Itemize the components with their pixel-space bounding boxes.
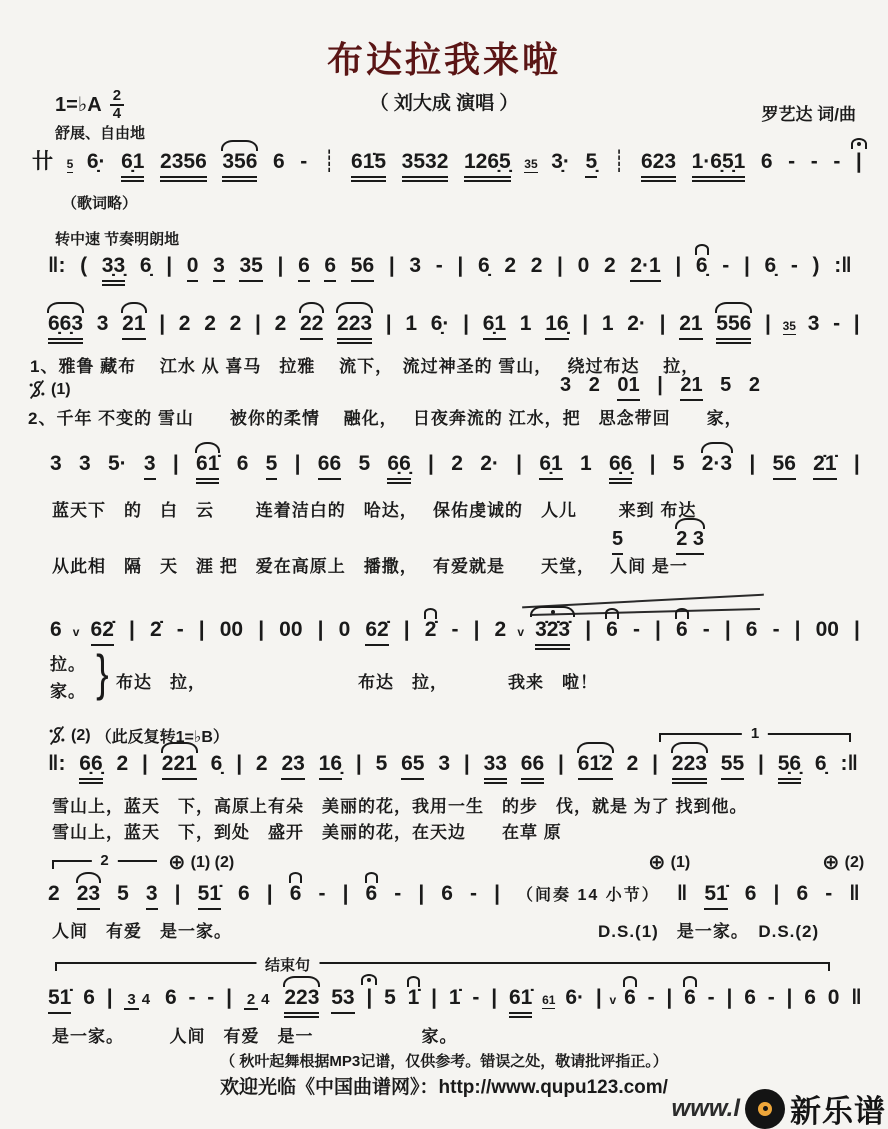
note-token: 6̣1 — [483, 312, 506, 340]
barline: | — [655, 618, 661, 641]
music-line-7 — [48, 882, 860, 910]
lyric-line-7: 雪山上，蓝天 下，到处 盛开 美丽的花，在天边 在草 原 — [52, 823, 562, 842]
barline: | — [457, 254, 464, 277]
note-token: 126̣5̣ — [464, 150, 511, 182]
note-token: - — [470, 882, 478, 905]
segno-2-note: （此反复转1=♭B） — [95, 729, 229, 746]
note-token: 2·3 — [701, 452, 733, 475]
note-token: 6 — [675, 618, 688, 641]
note-token: - — [702, 618, 710, 641]
lyric-wolaila: 我来 啦！ — [508, 673, 598, 692]
note-token: - — [788, 150, 796, 173]
note-token: 3 4 — [124, 986, 153, 1010]
note-token: 2 — [274, 312, 287, 335]
tempo-marking-2: 转中速 节奏明朗地 — [55, 231, 180, 248]
note-token: 5 — [720, 374, 732, 396]
segno-icon — [28, 378, 46, 401]
note-token: 56 — [351, 254, 374, 282]
note-token: 623 — [641, 150, 676, 182]
site-url-line: 欢迎光临《中国曲谱网》：http://www.qupu123.com/ — [220, 1077, 668, 1098]
barline: | — [166, 254, 173, 277]
barline: | — [366, 986, 373, 1009]
barline: | — [649, 452, 656, 475]
barline: | — [659, 312, 666, 335]
lyric-budala-2: 布达 拉， — [358, 673, 448, 692]
barline: | — [277, 254, 284, 277]
performer-line: （ 刘大成 演唱 ） — [369, 93, 519, 114]
note-token: 1 — [579, 452, 592, 475]
note-token: - — [394, 882, 402, 905]
note-token: 3532 — [402, 150, 449, 182]
note-token: 2· — [480, 452, 499, 475]
music-line-6 — [48, 752, 858, 784]
barline: | — [773, 882, 780, 905]
note-token: 21 — [680, 374, 702, 401]
coda-12-label: (1) (2) — [190, 853, 235, 871]
lyric-verse2: 2、千年 不变的 雪山 被你的柔情 融化， 日夜奔流的 江水，把 思念带回 家， — [28, 409, 743, 428]
note-token: 51̇ — [704, 882, 727, 910]
note-token: 01 — [617, 374, 639, 401]
note-token: - — [825, 882, 833, 905]
note-token: 6 — [744, 882, 757, 905]
barline: | — [463, 312, 470, 335]
note-token: 1·6̣5̣1 — [692, 150, 746, 182]
transcriber-note: （ 秋叶起舞根据MP3记谱，仅供参考。错误之处，敬请批评指正。） — [220, 1053, 668, 1070]
note-token: 51̇ — [198, 882, 221, 910]
note-token: 6̣1 — [539, 452, 562, 480]
note-token: 21 — [122, 312, 145, 340]
logo-text: 新乐谱 — [790, 1094, 886, 1129]
note-token: 56 — [773, 452, 796, 480]
lyric-line-3: 蓝天下 的 白 云 连着洁白的 哈达， 保佑虔诚的 人儿 来到 布达 — [52, 501, 697, 520]
segno-1-label: (1) — [51, 380, 71, 398]
barline: | — [226, 986, 232, 1009]
barline: | — [355, 752, 362, 775]
note-token: 6̣ — [764, 254, 777, 277]
lyric-line-4: 从此相 隔 天 涯 把 爱在高原上 播撒， 有爱就是 天堂， 人间 是一 — [52, 557, 688, 576]
note-token: 223 — [337, 312, 372, 344]
note-token: 2 — [626, 752, 639, 775]
note-token: 5 — [66, 157, 74, 171]
note-token: - — [176, 618, 184, 641]
note-token: 3̣· — [551, 150, 570, 173]
barline: | — [516, 452, 523, 475]
lyric-verse1: 1、雅鲁 藏布 江水 从 喜马 拉雅 流下， 流过神圣的 雪山， 绕过布达 拉， — [30, 357, 700, 376]
barline: | — [294, 452, 301, 475]
note-token: 3 — [409, 254, 422, 277]
note-token: 6̣6̣ — [79, 752, 102, 784]
note-token: - — [472, 986, 480, 1009]
lyric-jia: 家。 — [50, 682, 86, 701]
time-signature: $\frac{2}{4}$ — [110, 88, 124, 122]
note-token: 00 — [219, 618, 244, 641]
note-token: 21 — [679, 312, 702, 340]
barline: | — [794, 618, 801, 641]
note-token: 66 — [318, 452, 341, 480]
vinyl-record-icon — [745, 1089, 785, 1129]
note-token: 6̣6̣ — [387, 452, 410, 484]
note-token: 65 — [401, 752, 424, 780]
composer-credit: 罗艺达 词/曲 — [761, 105, 856, 124]
barline: | — [418, 882, 425, 905]
note-token: 22 — [300, 312, 323, 340]
note-token: - — [451, 618, 459, 641]
note-token: 卄 — [32, 150, 53, 173]
ending-label: 结束句 — [256, 954, 319, 975]
coda-icon: ⊕ — [648, 851, 666, 874]
note-token: 3 — [146, 882, 158, 910]
note-token: 2·1 — [630, 254, 660, 282]
barline: | — [557, 254, 563, 277]
note-token: 61̇2 — [578, 752, 613, 780]
note-token: 0 — [827, 986, 840, 1009]
barline: | — [198, 618, 205, 641]
segno-2 — [48, 724, 229, 747]
note-token: v — [609, 993, 617, 1007]
music-line-4 — [50, 452, 860, 484]
music-ossia-verse2 — [560, 374, 760, 401]
note-token: 6· — [565, 986, 584, 1009]
note-token: 6 — [298, 254, 310, 282]
note-token: 55 — [721, 752, 744, 780]
note-token: 6 — [272, 150, 285, 173]
barline: | — [431, 986, 438, 1009]
note-token: 6 — [624, 986, 636, 1009]
note-token: 61 — [542, 993, 556, 1007]
note-token: 2 — [603, 254, 616, 277]
barline: | — [403, 618, 410, 641]
barline: | — [128, 618, 135, 641]
note-token: 0 — [577, 254, 590, 277]
note-token: 1̇ — [407, 986, 420, 1009]
barline: ‖: — [48, 254, 66, 277]
note-token: 2 4 — [244, 986, 273, 1010]
segno-icon — [48, 724, 66, 747]
barline: | — [174, 882, 181, 905]
coda-1-label: (1) — [670, 853, 691, 871]
barline: | — [724, 618, 731, 641]
note-token: - — [810, 150, 818, 173]
barline: ‖ — [851, 986, 862, 1009]
note-token: 2 — [504, 254, 517, 277]
note-token: 61̇5 — [351, 150, 386, 182]
note-token: 3̇2̇3̇ — [535, 618, 570, 650]
note-token: 3 — [213, 254, 225, 282]
note-token: 6̣6̣ — [609, 452, 632, 484]
note-token: 6 — [744, 986, 756, 1009]
barline: | — [675, 254, 682, 277]
tempo-marking: 舒展、自由地 — [55, 125, 146, 142]
note-token: 6 — [289, 882, 302, 905]
note-token: 53 — [331, 986, 354, 1014]
barline: | — [743, 254, 750, 277]
barline: | — [254, 312, 261, 335]
note-token: 16̣ — [545, 312, 568, 340]
lyrics-omitted-note: （歌词略） — [62, 195, 138, 212]
key-signature — [55, 88, 124, 122]
note-token: - — [767, 986, 775, 1009]
note-token: 6 — [50, 618, 62, 641]
barline: :‖ — [840, 752, 858, 775]
lyric-la: 拉。 — [50, 655, 86, 674]
barline: | — [106, 986, 113, 1009]
coda-icon: ⊕ — [822, 851, 840, 874]
barline: | — [428, 452, 434, 475]
note-token: 6 — [441, 882, 453, 905]
note-token: - — [772, 618, 780, 641]
music-line-8 — [48, 986, 862, 1018]
note-token: 6 — [83, 986, 95, 1009]
note-token: - — [833, 150, 841, 173]
barline: ) — [812, 254, 820, 277]
note-token: - — [300, 150, 308, 173]
key-text: 1=♭A — [55, 94, 102, 117]
note-token: 6 — [238, 882, 250, 905]
note-token: 1̇ — [448, 986, 461, 1009]
note-token: 66 — [521, 752, 544, 784]
note-token: 5· — [107, 452, 127, 475]
note-token: 2 — [588, 374, 600, 396]
lyric-line-8-left: 人间 有爱 是一家。 — [52, 922, 232, 941]
note-token: 356 — [222, 150, 257, 182]
note-token: 00 — [279, 618, 303, 641]
note-token: 62̇ — [365, 618, 388, 646]
note-token: 23 — [77, 882, 100, 910]
barline: | — [388, 254, 395, 277]
barline: | — [765, 312, 771, 335]
barline: | — [749, 452, 756, 475]
note-token: 223 — [672, 752, 707, 784]
note-token: - — [435, 254, 443, 277]
barline: | — [582, 312, 589, 335]
barline: | — [385, 312, 392, 335]
note-token: 6 — [796, 882, 809, 905]
barline: ‖ — [676, 882, 688, 905]
note-token: 2 — [178, 312, 191, 335]
volta-2-bracket — [52, 852, 157, 870]
note-token: 2· — [627, 312, 646, 335]
note-token: 3 — [144, 452, 156, 480]
ending-bracket — [55, 957, 830, 974]
note-token: 221 — [162, 752, 197, 780]
barline: | — [652, 752, 659, 775]
note-token: - — [318, 882, 326, 905]
note-token: 2 — [451, 452, 463, 475]
note-token: v — [517, 625, 524, 639]
note-token: - — [188, 986, 196, 1009]
note-token: 61̇ — [509, 986, 532, 1018]
note-token: 3 — [50, 452, 62, 475]
note-token: 6 — [324, 254, 336, 282]
note-token: 6̣· — [86, 150, 106, 173]
barline: | — [473, 618, 480, 641]
note-token: 2 — [530, 254, 543, 277]
note-token: 16̣ — [319, 752, 342, 780]
note-token: - — [207, 986, 215, 1009]
note-token: 6̣· — [430, 312, 450, 335]
note-token: - — [707, 986, 715, 1009]
barline: | — [595, 986, 602, 1009]
note-token: 6 — [760, 150, 773, 173]
barline: | — [853, 452, 860, 475]
coda-icon: ⊕ — [168, 851, 186, 874]
note-token: 2 — [748, 374, 760, 396]
note-token: 6 — [684, 986, 696, 1009]
note-token: 6̣1 — [121, 150, 144, 182]
barline: ┊ — [322, 150, 336, 173]
note-token: 62̇ — [91, 618, 114, 646]
barline: | — [258, 618, 265, 641]
note-token: 3 — [96, 312, 109, 335]
note-token: 0 — [338, 618, 351, 641]
note-token: 35 — [524, 157, 538, 171]
note-token: 61̇ — [196, 452, 219, 484]
note-token: 6 — [236, 452, 249, 475]
lyric-line-6: 雪山上，蓝天 下，高原上有朵 美丽的花，我用一生 的步 伐，就是 为了 找到他。 — [52, 797, 748, 816]
coda-mark-1 — [648, 850, 690, 875]
barline: | — [342, 882, 349, 905]
barline: | — [159, 312, 166, 335]
note-token: 2 — [204, 312, 216, 335]
note-token: 00 — [815, 618, 839, 641]
note-token: 0 — [187, 254, 199, 282]
note-token: 3 — [807, 312, 820, 335]
music-line-1 — [32, 150, 862, 182]
note-token: 5 — [384, 986, 396, 1009]
note-token: 1 — [601, 312, 614, 335]
note-token: 3 — [438, 752, 451, 775]
note-token: 6̣ — [695, 254, 708, 277]
barline: | — [142, 752, 148, 775]
barline: | — [854, 618, 860, 641]
coda-mark-12 — [168, 850, 234, 875]
note-token: 2 — [48, 882, 60, 905]
lyric-budala-1: 布达 拉， — [116, 673, 206, 692]
note-token: 2 3 — [676, 528, 704, 555]
note-token: - — [790, 254, 798, 277]
barline: | — [757, 752, 764, 775]
note-token: 5 — [612, 528, 623, 555]
lyric-line-9: 是一家。 人间 有爱 是一 家。 — [52, 1027, 458, 1046]
note-token: 51̇ — [48, 986, 71, 1014]
song-title: 布达拉我来啦 — [326, 39, 561, 80]
note-token: 2 — [116, 752, 129, 775]
music-ossia-523 — [612, 528, 704, 555]
barline: | — [317, 618, 324, 641]
note-token: （间奏 14 小节） — [517, 887, 660, 904]
barline: :‖ — [834, 254, 852, 277]
segno-1 — [28, 378, 71, 401]
note-token: 35 — [782, 319, 796, 333]
note-token: 2 — [494, 618, 507, 641]
volta-2-label: 2 — [91, 852, 117, 869]
note-token: - — [722, 254, 730, 277]
note-token: 5 — [672, 452, 685, 475]
barline: | — [853, 312, 860, 335]
note-token: 2 — [255, 752, 268, 775]
note-token: 6̣ — [210, 752, 223, 775]
note-token: 556 — [716, 312, 751, 344]
barline: ‖ — [849, 882, 860, 905]
note-token: 2̇1̇ — [813, 452, 836, 480]
music-line-2 — [48, 254, 852, 286]
barline: | — [585, 618, 592, 641]
note-token: 1 — [519, 312, 532, 335]
barline: | — [786, 986, 793, 1009]
barline: | — [558, 752, 564, 775]
note-token: 5̣6̣ — [778, 752, 801, 784]
note-token: 6 — [164, 986, 177, 1009]
note-token: 6̣ — [139, 254, 152, 277]
lyric-line-8-right: D.S.(1) 是一家。 D.S.(2) — [598, 922, 820, 941]
segno-2-label: (2) — [71, 726, 91, 744]
barline: | — [172, 452, 179, 475]
watermark-url-text: www.l — [671, 1094, 740, 1122]
note-token: 3 — [560, 374, 572, 396]
note-token: - — [647, 986, 655, 1009]
note-token: 5 — [266, 452, 278, 480]
note-token: 6 — [606, 618, 618, 641]
coda-mark-2 — [822, 850, 864, 875]
barline: | — [494, 882, 500, 905]
note-token: 6 — [745, 618, 758, 641]
barline: | — [855, 150, 862, 173]
music-line-5 — [50, 618, 860, 650]
note-token: - — [833, 312, 841, 335]
note-token: 1 — [405, 312, 418, 335]
note-token: 2 — [229, 312, 242, 335]
note-token: 3 — [78, 452, 91, 475]
note-token: 23 — [281, 752, 304, 780]
note-token: 5 — [375, 752, 388, 775]
note-token: v — [72, 625, 80, 639]
barline: | — [236, 752, 243, 775]
note-token: 2356 — [160, 150, 207, 182]
note-token: 5 — [358, 452, 371, 475]
note-token: 6̣ — [814, 752, 827, 775]
barline: | — [491, 986, 498, 1009]
note-token: 3̣3̣ — [102, 254, 125, 286]
barline: | — [726, 986, 733, 1009]
barline: ( — [80, 254, 88, 277]
barline: ┊ — [612, 150, 626, 173]
note-token: 2̇ — [424, 618, 437, 641]
note-token: 35 — [239, 254, 262, 282]
note-token: 33 — [484, 752, 507, 784]
volta-1-label: 1 — [742, 725, 768, 742]
note-token: 6 — [804, 986, 816, 1009]
note-token: 6 — [365, 882, 378, 905]
note-token: 6̣6̣3 — [48, 312, 83, 344]
note-token: - — [632, 618, 640, 641]
note-token: 5 — [117, 882, 129, 905]
note-token: 6̣ — [477, 254, 490, 277]
barline: | — [463, 752, 470, 775]
barline: | — [266, 882, 273, 905]
note-token: 2̇ — [149, 618, 162, 641]
coda-2-label: (2) — [844, 853, 865, 871]
note-token: 223 — [284, 986, 319, 1018]
music-line-3 — [48, 312, 860, 344]
barline: | — [666, 986, 673, 1009]
barline: | — [657, 374, 663, 396]
barline: ‖: — [48, 752, 66, 775]
lyric-brace: } — [96, 645, 109, 701]
note-token: 5̣ — [585, 150, 597, 178]
watermark — [672, 1086, 886, 1129]
